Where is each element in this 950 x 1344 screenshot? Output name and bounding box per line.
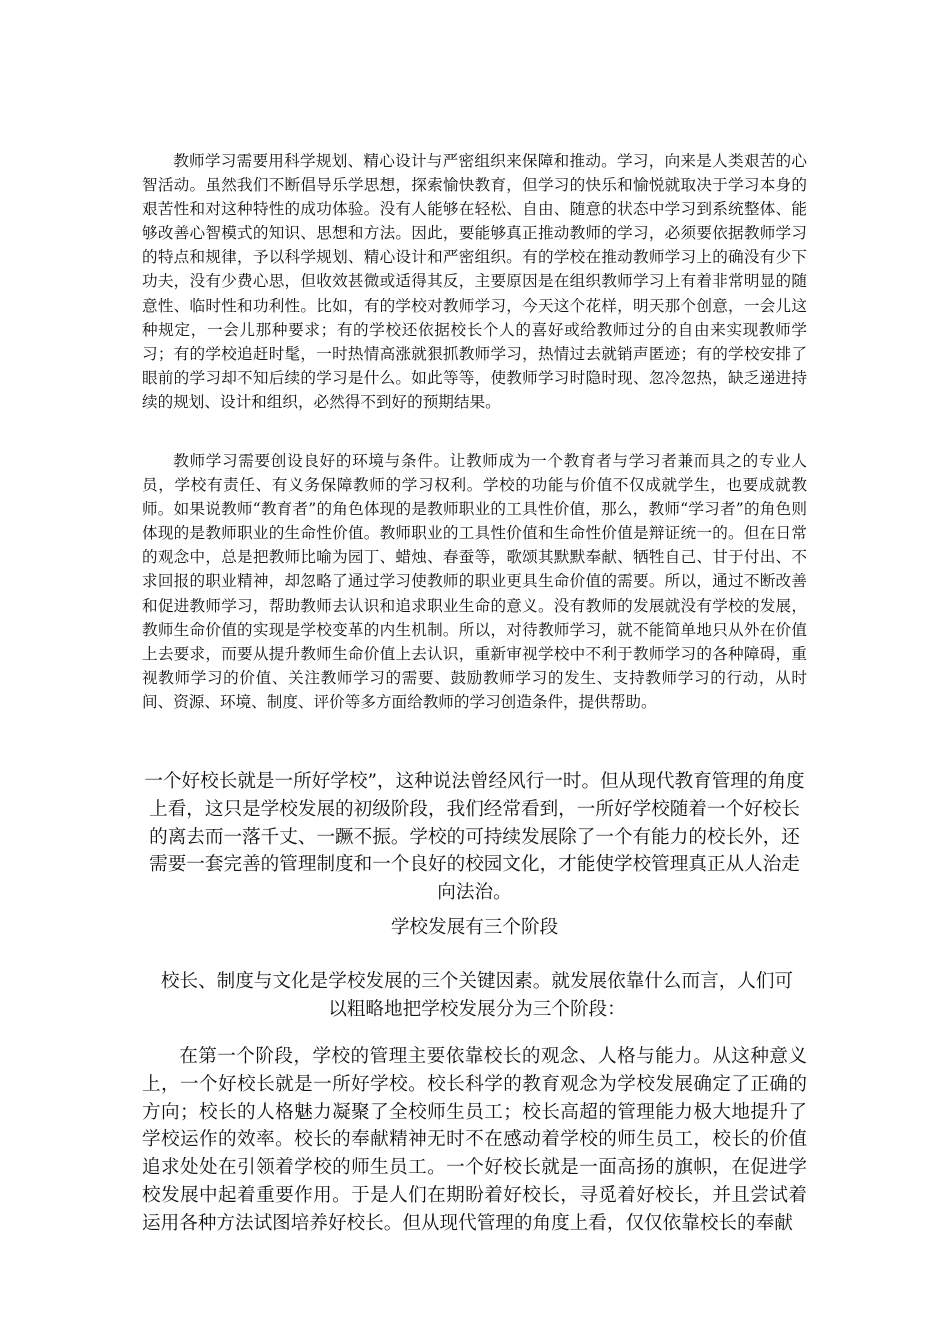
paragraph-teacher-learning-environment: 教师学习需要创设良好的环境与条件。让教师成为一个教育者与学习者兼而具之的专业人员，学校有责任、有义务保障教师的学习权利。学校的功能与价值不仅成就学生，也要成就教师。如果说教师“教育者”的角色体现的是教师职业的工具性价值，那么，教师“学习者”的角色则体现的是教师职业的生命性价值。教师职业的工具性价值和生命性价值是辩证统一的。但在日常的观念中，总是把教师比喻为园丁、蜡烛、春蚕等，歌颂其默默奉献、牺牲自己、甘于付出、不求回报的职业精神，却忽略了通过学习使教师的职业更具生命价值的需要。所以，通过不断改善和促进教师学习，帮助教师去认识和追求职业生命的意义。没有教师的发展就没有学校的发展，教师生命价值的实现是学校变革的内生机制。所以，对待教师学习，就不能简单地只从外在价值上去要求，而要从提升教师生命价值上去认识，重新审视学校中不利于教师学习的各种障碍，重视教师学习的价值、关注教师学习的需要、鼓励教师学习的发生、支持教师学习的行动，从时间、资源、环境、制度、评价等多方面给教师的学习创造条件，提供帮助。 bbox=[142, 452, 807, 711]
section-heading: 学校发展有三个阶段 bbox=[390, 917, 559, 938]
paragraph-good-principal: 一个好校长就是一所好学校”，这种说法曾经风行一时。但从现代教育管理的角度上看，这只是学校发展的初级阶段，我们经常看到，一所好学校随着一个好校长的离去而一落千丈、一蹶不振。学校的可持续发展除了一个有能力的校长外，还需要一套完善的管理制度和一个良好的校园文化，才能使学校管理真正从人治走向法治。 bbox=[144, 771, 805, 904]
paragraph-first-stage: 在第一个阶段，学校的管理主要依靠校长的观念、人格与能力。从这种意义上，一个好校长就是一所好学校。校长科学的教育观念为学校发展确定了正确的方向；校长的人格魅力凝聚了全校师生员工；校长高超的管理能力极大地提升了学校运作的效率。校长的奉献精神无时不在感动着学校的师生员工，校长的价值追求处处在引领着学校的师生员工。一个好校长就是一面高扬的旗帜，在促进学校发展中起着重要作用。于是人们在期盼着好校长，寻觅着好校长，并且尝试着运用各种方法试图培养好校长。但从现代管理的角度上看，仅仅依靠校长的奉献 bbox=[142, 1046, 807, 1234]
paragraph-teacher-learning-planning: 教师学习需要用科学规划、精心设计与严密组织来保障和推动。学习，向来是人类艰苦的心智活动。虽然我们不断倡导乐学思想，探索愉快教育，但学习的快乐和愉悦就取决于学习本身的艰苦性和对这种特性的成功体验。没有人能够在轻松、自由、随意的状态中学习到系统整体、能够改善心智模式的知识、思想和方法。因此，要能够真正推动教师的学习，必须要依据教师学习的特点和规律，予以科学规划、精心设计和严密组织。有的学校在推动教师学习上的确没有少下功夫，没有少费心思，但收效甚微或适得其反，主要原因是在组织教师学习上有着非常明显的随意性、临时性和功利性。比如，有的学校对教师学习，今天这个花样，明天那个创意，一会儿这种规定，一会儿那种要求；有的学校还依据校长个人的喜好或给教师过分的自由来实现教师学习；有的学校追赶时髦，一时热情高涨就狠抓教师学习，热情过去就销声匿迹；有的学校安排了眼前的学习却不知后续的学习是什么。如此等等，使教师学习时隐时现、忽冷忽热，缺乏递进持续的规划、设计和组织，必然得不到好的预期结果。 bbox=[142, 152, 807, 411]
paragraph-three-factors: 校长、制度与文化是学校发展的三个关键因素。就发展依靠什么而言，人们可以粗略地把学校发展分为三个阶段： bbox=[160, 971, 794, 1020]
